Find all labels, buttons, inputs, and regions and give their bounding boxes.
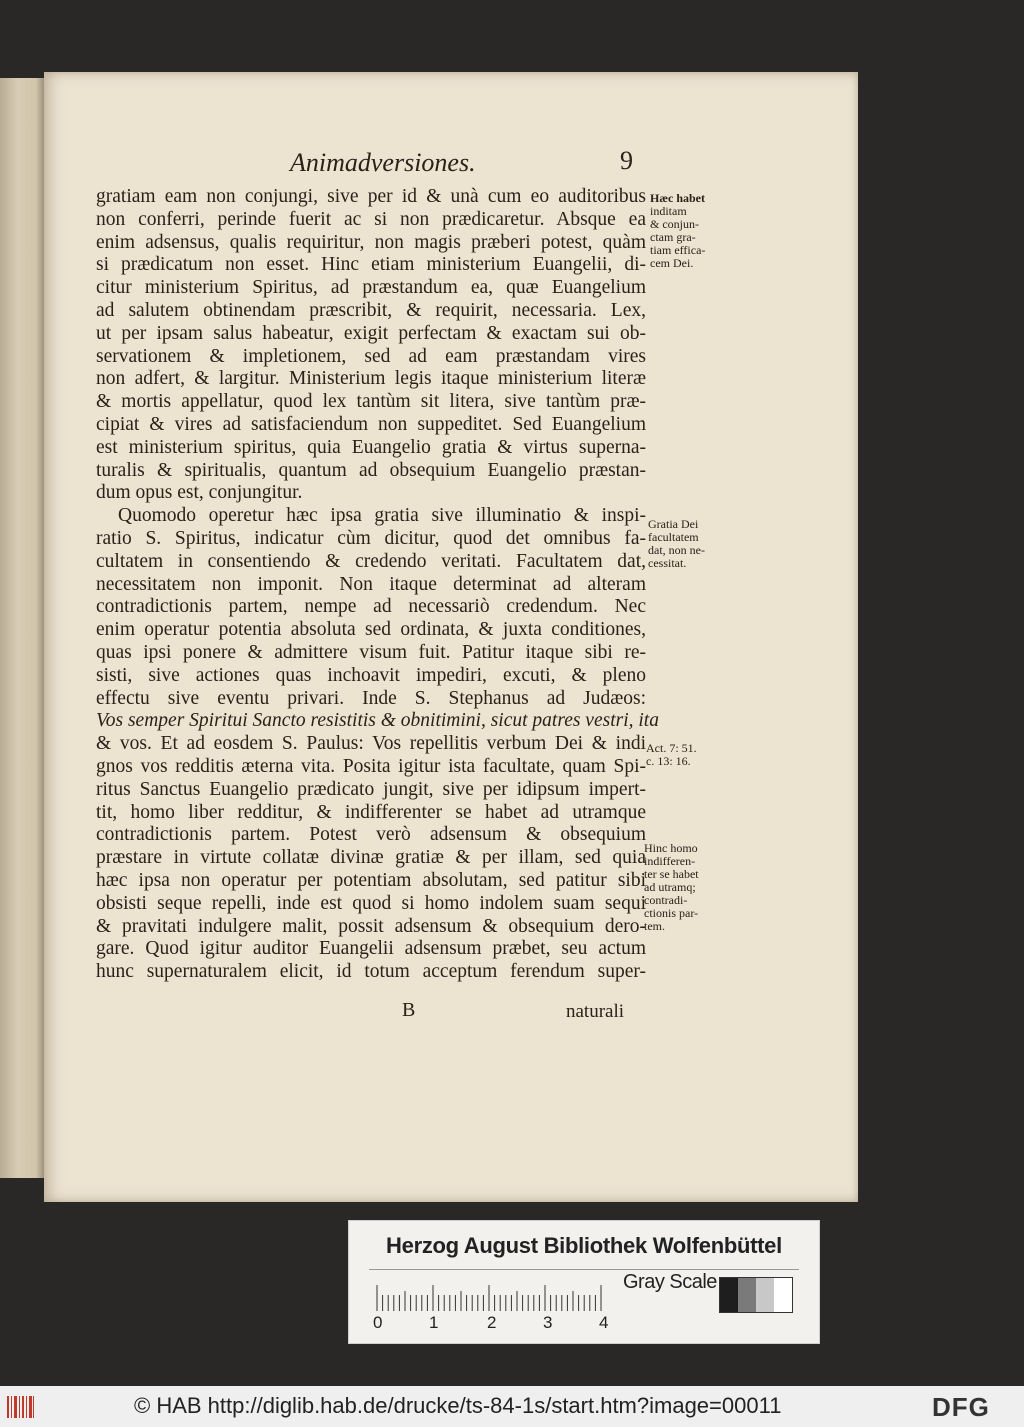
- swatch-white: [774, 1278, 792, 1312]
- margin-note-line: ctionis par-: [644, 906, 699, 920]
- ruler-number: 4: [599, 1313, 609, 1332]
- margin-note-line: contradi-: [644, 893, 688, 907]
- text-line: ut per ipsam salus habeatur, exigit perfectam & exactam sui ob-: [96, 322, 646, 344]
- margin-note-line: ter se habet: [644, 867, 699, 881]
- text-line: gnos vos redditis æterna vita. Posita igitur ista facultate, quam Spi-: [96, 755, 646, 777]
- text-line: dum opus est, conjungitur.: [96, 482, 303, 504]
- margin-note-line: ad utramq;: [644, 880, 696, 894]
- divider: [369, 1269, 799, 1270]
- footer-bar: [0, 1386, 1024, 1427]
- margin-note-line: Hinc homo: [644, 841, 698, 855]
- library-name: Herzog August Bibliothek Wolfenbüttel: [386, 1233, 782, 1258]
- text-line: si prædicatum non esset. Hinc etiam ministerium Euangelii, di-: [96, 254, 646, 276]
- ruler-number: 2: [487, 1313, 497, 1332]
- previous-page-edge: [0, 78, 44, 1178]
- text-line: hunc supernaturalem elicit, id totum acceptum ferendum super-: [96, 961, 646, 983]
- text-line: tit, homo liber redditur, & indifferenter se habet ad utramque: [96, 801, 646, 823]
- text-line: obsisti seque repelli, inde est quod si homo indolem suam sequi: [96, 892, 646, 914]
- running-title: Animadversiones.: [290, 148, 476, 177]
- margin-note-line: cem Dei.: [650, 256, 694, 270]
- ruler-number: 3: [543, 1313, 553, 1332]
- swatch-dark-gray: [738, 1278, 756, 1312]
- text-line: turalis & spiritualis, quantum ad obsequium Euangelio præstan-: [96, 459, 646, 481]
- margin-note-line: Gratia Dei: [648, 517, 699, 531]
- ruler-number: 0: [373, 1313, 383, 1332]
- margin-note: [644, 842, 722, 933]
- text-line: sisti, sive actiones quas inchoavit impediri, excuti, & pleno: [96, 664, 646, 686]
- signature-mark: B: [402, 999, 416, 1021]
- text-line: ritus Sanctus Euangelio prædicato jungit, sive per idipsum impert-: [96, 778, 646, 800]
- text-line: & pravitati indulgere malit, possit adsensum & obsequium dero-: [96, 915, 646, 937]
- page-header: [290, 148, 690, 184]
- body-text: [96, 186, 659, 984]
- text-line: cipiat & vires ad satisfaciendum non suppeditet. Sed Euangelium: [96, 413, 646, 435]
- text-line: gare. Quod igitur auditor Euangelii adsensum præbet, seu actum: [96, 938, 646, 960]
- catchword: naturali: [566, 1001, 625, 1022]
- swatch-light-gray: [756, 1278, 774, 1312]
- margin-note-line: indifferen-: [644, 854, 696, 868]
- text-line: & mortis appellatur, quod lex tantùm sit litera, sive tantùm præ-: [96, 391, 646, 413]
- margin-note-line: tem.: [644, 919, 665, 933]
- text-line: & vos. Et ad eosdem S. Paulus: Vos repellitis verbum Dei & indi: [96, 733, 646, 755]
- text-line: servationem & impletionem, sed ad eam præstandam vires: [96, 345, 646, 367]
- text-line: citur ministerium Spiritus, ad præstandum ea, quæ Euangelium: [96, 277, 646, 299]
- text-line: ad salutem obtinendam præscribit, & requirit, necessaria. Lex,: [96, 299, 646, 321]
- text-line: non conferri, perinde fuerit ac si non prædicaretur. Absque ea: [96, 208, 646, 230]
- margin-note: [646, 742, 724, 768]
- text-line: Vos semper Spiritui Sancto resistitis & obnitimini, sicut patres vestri, ita: [96, 710, 659, 732]
- ruler-scale: [375, 1283, 613, 1313]
- margin-note-line: dat, non ne-: [648, 543, 705, 557]
- margin-note-line: c. 13: 16.: [646, 754, 691, 768]
- text-line: contradictionis partem, nempe ad necessariò credendum. Nec: [96, 596, 646, 618]
- margin-note-line: Act. 7: 51.: [646, 741, 697, 755]
- ruler-number: 1: [429, 1313, 439, 1332]
- text-line: enim operatur potentia absoluta sed ordinata, & juxta conditiones,: [96, 619, 646, 641]
- gray-scale-label: Gray Scale: [623, 1271, 717, 1293]
- text-line: ratio S. Spiritus, indicatur cùm dicitur, quod det omnibus fa-: [96, 527, 646, 549]
- dfg-logo: DFG: [932, 1392, 990, 1422]
- page-number: 9: [620, 146, 633, 175]
- text-line: est ministerium spiritus, quia Euangelio gratia & virtus superna-: [96, 436, 646, 458]
- text-line: præstare in virtute collatæ divinæ gratiæ & per illam, sed quia: [96, 847, 646, 869]
- gray-scale-swatches: [719, 1277, 793, 1313]
- text-line: non adfert, & largitur. Ministerium legis itaque ministerium literæ: [96, 368, 646, 390]
- text-line: quas ipsi ponere & admittere visum fuit. Patitur itaque sibi re-: [96, 641, 646, 663]
- margin-note-line: tiam effica-: [650, 243, 706, 257]
- margin-note-line: & conjun-: [650, 217, 699, 231]
- copyright-link[interactable]: © HAB http://diglib.hab.de/drucke/ts-84-1s/start.htm?image=00011: [134, 1393, 782, 1418]
- margin-note: [648, 518, 726, 570]
- margin-note-line: cessitat.: [648, 556, 687, 570]
- text-line: hæc ipsa non operatur per potentiam absolutam, sed patitur sibi: [96, 869, 646, 891]
- swatch-black: [720, 1278, 738, 1312]
- text-line: enim adsensus, qualis requiritur, non magis præberi potest, quàm: [96, 231, 646, 253]
- text-line: contradictionis partem. Potest verò adsensum & obsequium: [96, 824, 646, 846]
- barcode-icon: [6, 1392, 36, 1422]
- margin-note-line: Hæc habet: [650, 191, 705, 205]
- margin-note-line: facultatem: [648, 530, 699, 544]
- text-line: gratiam eam non conjungi, sive per id & unà cum eo auditoribus: [96, 186, 646, 207]
- margin-note: [650, 192, 728, 270]
- margin-note-line: ctam gra-: [650, 230, 696, 244]
- text-line: Quomodo operetur hæc ipsa gratia sive illuminatio & inspi-: [118, 505, 646, 527]
- text-line: effectu sive eventu privari. Inde S. Stephanus ad Judæos:: [96, 687, 646, 709]
- text-line: cultatem in consentiendo & credendo veritati. Facultatem dat,: [96, 550, 646, 572]
- margin-note-line: inditam: [650, 204, 687, 218]
- color-calibration-card: [348, 1220, 820, 1344]
- text-line: necessitatem non imponit. Non itaque determinat ad alteram: [96, 573, 646, 595]
